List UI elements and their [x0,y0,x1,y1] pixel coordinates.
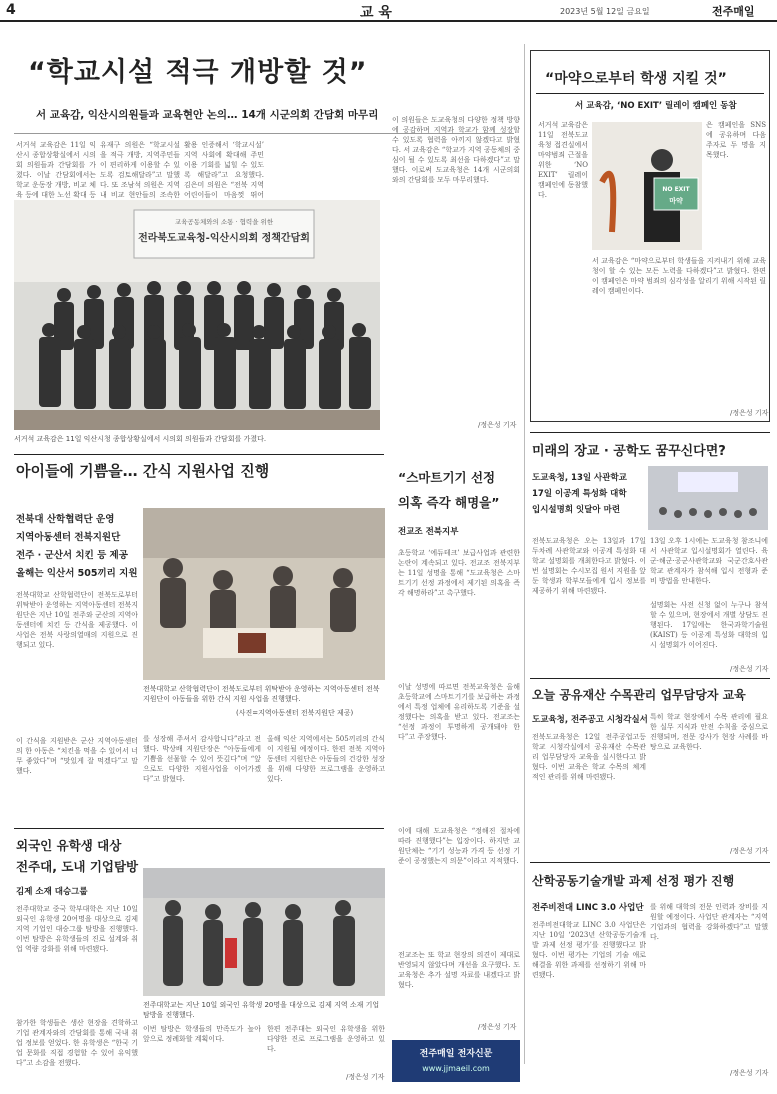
divider [530,862,770,863]
linc-body-2: 를 위해 대학의 전문 인력과 장비를 지원할 예정이다. 사업단 관계자는 “지역 기업과의 협력을 강화하겠다”고 말했다. [650,903,768,941]
smart-headline-2: 의혹 즉각 해명을” [398,495,500,510]
intl-headline-2: 전주대, 도내 기업탐방 [16,859,139,874]
drug-headline: “마약으로부터 학생 지킬 것” [545,71,727,87]
drug-credit: /정은성 기자 [730,409,769,417]
snack-body-4: 올해 익산 지역에서는 505끼리의 간식이 지원될 예정이다. 한편 전북 지역아동센터 지원단은 아동들의 건강한 성장을 위해 다양한 프로그램을 운영하고 있다. [267,735,385,783]
ad-url[interactable]: www.jjmaeil.com [422,1064,490,1073]
issue-date: 2023년 5월 12일 금요일 [560,7,650,16]
snack-sub-3: 전주 · 군산서 치킨 등 제공 [16,550,128,561]
snack-photo-credit: (사진=지역아동센터 전북지원단 제공) [236,709,354,717]
snack-body-2: 이 간식을 지원받은 군산 지역아동센터의 한 아동은 “치킨을 먹을 수 있어서 너무 좋았다”며 “맛있게 잘 먹겠다”고 말했다. [16,737,138,775]
divider [530,432,770,433]
public-sub: 도교육청, 전주공고 시청각실서 [532,715,648,725]
column-divider [524,44,525,1064]
main-headline: “학교시설 적극 개방할 것” [28,57,368,88]
future-sub-1: 도교육청, 13일 사관학교 [532,473,627,483]
main-credit: /정은성 기자 [478,421,517,429]
smart-body-3: 이에 대해 도교육청은 “정해진 절차에 따라 진행했다”는 입장이다. 하지만 교원단체는 “기기 성능과 가격 등 선정 기준이 공정했는지 의문”이라고 지적했다. [398,827,520,865]
intl-photo-caption: 전주대학교는 지난 10일 외국인 유학생 20명을 대상으로 김제 지역 소재 기업 탐방을 진행했다. [143,1001,380,1019]
main-subhead: 서 교육감, 익산시의원들과 교육현안 논의… 14개 시군의회 간담회 마무리 [36,109,379,121]
banner-line2: 전라북도교육청-익산시의회 정책간담회 [138,233,310,244]
linc-headline: 산학공동기술개발 과제 선정 평가 진행 [532,874,735,888]
smart-body-2: 이날 성명에 따르면 전북교육청은 올해 초등학교에 스마트기기를 보급하는 과정에서 특정 업체에 유리하도록 기준을 설정했다는 의혹을 받고 있다. 전교조는 “선정 과정이 투명하게 공개돼야 한다”고 주장했다. [398,683,520,741]
main-body-col3: 활용 인증해서 ‘학교시설’ 지역 사회에 확대해 주민 이용 기회를 넓힐 수 있도록 해달라”고 요청했다. 김은미 의원은 “전북 지역 어린이들이 마음껏 뛰어 [184,141,264,199]
future-body-3: 설명회는 사전 신청 없이 누구나 참석할 수 있으며, 현장에서 개별 상담도 진행된다. 17일에는 한국과학기술원(KAIST) 등 이공계 특성화 대학의 입시 설명회가 이어진다. [650,601,768,649]
ad-banner[interactable] [392,1040,520,1082]
drug-body-main: 서 교육감은 “마약으로부터 학생들을 지켜내기 위해 교육청이 할 수 있는 모든 노력을 다하겠다”고 밝혔다. 한편 이 캠페인은 마약 범죄의 심각성을 알리기 위해 시작된 릴레이 캠페인이다. [592,257,766,295]
ad-line1: 전주매일 전자신문 [419,1049,493,1059]
main-body-col5: 이 의원들은 도교육청의 다양한 정책 방향에 공감하며 지역과 학교가 함께 성장할 수 있도록 협력을 아끼지 않겠다고 밝혔다. 서 교육감은 “학교가 지역 공동체의 중심이 될 수 있도록 최선을 다하겠다”고 말했다. 이로써 도교육청은 14개 시군의회와의 간담회를 모두 마무리했다. [392,116,520,184]
divider [536,93,764,94]
future-body-1: 전북도교육청은 오는 13일과 17일 두차례 사관학교와 이공계 특성화 대학교 설명회를 개최한다고 밝혔다. 이번 설명회는 수시모집 원서 지원을 앞둔 학생과 학부모들에게 입시 정보를 제공하기 위해 마련됐다. [532,537,646,595]
drug-subhead: 서 교육감, ‘NO EXIT’ 릴레이 캠페인 동참 [575,101,737,111]
intl-body-1: 전주대학교 중국 학부대학은 지난 10일 외국인 유학생 20여명을 대상으로 김제 지역 기업인 대승그룹 탐방을 진행했다. 이번 탐방은 유학생들의 진로 설계와 취업 역량 강화를 위해 마련됐다. [16,905,138,953]
drug-body-col3: 은 캠페인을 SNS에 공유하며 다음 주자로 두 명을 지목했다. [706,121,766,159]
future-sub-2: 17일 이공계 특성화 대학 [532,489,627,499]
smart-body-4: 전교조는 또 학교 현장의 의견이 제대로 반영되지 않았다며 개선을 요구했다. 도교육청은 추가 설명 자료를 내겠다고 밝혔다. [398,951,520,989]
page-header [0,0,777,22]
intl-body-3: 이번 탐방은 학생들의 만족도가 높아 앞으로 정례화할 계획이다. [143,1025,261,1043]
sign-text: NO EXIT [662,186,690,193]
linc-sub: 전주비전대 LINC 3.0 사업단 [532,903,644,913]
intl-headline-1: 외국인 유학생 대상 [16,838,122,853]
intl-body-2: 참가한 학생들은 생산 현장을 견학하고 기업 관계자와의 간담회를 통해 국내 취업 정보를 얻었다. 한 유학생은 “한국 기업 문화를 직접 경험할 수 있어 유익했다”고 소감을 전했다. [16,1019,138,1067]
snack-sub-4: 올해는 익산서 505끼리 지원 [16,568,138,579]
banner-line1: 교육공동체와의 소통 · 협력을 위한 [174,218,274,226]
intl-body-4: 한편 전주대는 외국인 유학생을 위한 다양한 진로 프로그램을 운영하고 있다. [267,1025,385,1053]
smart-credit: /정은성 기자 [478,1023,517,1031]
future-headline: 미래의 장교 · 공학도 꿈꾸신다면? [532,444,726,459]
snack-sub-2: 지역아동센터 전북지원단 [16,532,121,543]
snack-sub-1: 전북대 산학협력단 운영 [16,514,115,525]
public-credit: /정은성 기자 [730,847,769,855]
linc-credit: /정은성 기자 [730,1069,769,1077]
campaign-photo [592,122,702,250]
main-body-col2: 유재구 의원은 “학교시설을 적극 개방, 지역주민들이 편리하게 이용할 수 있도록 검토해달라”고 말했다. 또 조남석 의원은 지역 내 비교 현안들의 조속한 [100,141,180,199]
public-headline: 오늘 공유재산 수목관리 업무담당자 교육 [532,688,746,702]
seminar-photo [648,466,768,530]
future-sub-3: 입시설명회 잇달아 마련 [532,505,621,515]
section-title: 교 육 [360,5,392,21]
snack-headline: 아이들에 기쁨을… 간식 지원사업 진행 [16,462,270,480]
smart-sub: 전교조 전북지부 [398,527,459,537]
snack-photo-caption: 전북대학교 산학협력단이 전북도로부터 위탁받아 운영하는 지역아동센터 전북지원단이 아동들을 위한 간식 지원 사업을 진행했다. [143,685,380,703]
divider [14,454,384,455]
public-body-1: 전북도교육청은 12일 전주공업고등학교 시청각실에서 공유재산 수목관리 업무담당자 교육을 실시한다고 밝혔다. 이번 교육은 학교 수목의 체계적인 관리를 위해 마련됐다. [532,733,646,781]
newspaper-brand: 전주매일 [712,5,755,18]
snack-photo [143,508,385,680]
smart-body-1: 초등학교 ‘에듀테크’ 보급사업과 관련한 논란이 계속되고 있다. 전교조 전북지부는 11일 성명을 통해 “도교육청은 스마트기기 선정 과정에서 제기된 의혹을 즉각 해명하라”고 촉구했다. [398,549,520,597]
group-photo [14,200,380,430]
future-credit: /정은성 기자 [730,665,769,673]
drug-body-col1: 서거석 교육감은 11일 전북도교육청 접견실에서 마약범죄 근절을 위한 ‘NO EXIT’ 릴레이 캠페인에 동참했다. [538,121,588,199]
divider [14,828,384,829]
divider [530,678,770,679]
snack-body-1: 전북대학교 산학협력단이 전북도로부터 위탁받아 운영하는 지역아동센터 전북지원단은 지난 10일 전주와 군산의 지역아동센터에 치킨 등 간식을 제공했다. 이 사업은 전북 사랑의열매의 지원으로 진행되고 있다. [16,591,138,649]
main-photo-caption: 서거석 교육감은 11일 익산시청 종합상황실에서 시의회 의원들과 간담회를 가졌다. [14,435,267,443]
main-body-col1: 서거석 교육감은 11일 익산시 종합상황실에서 시의회 의원들과 간담회를 가졌다. 이날 간담회에서는 학교 운동장 개방, 비교 체육 등에 대한 노선 확대 등 [16,141,96,199]
snack-body-3: 를 성장해 주셔서 감사합니다”라고 전했다. 박상배 지원단장은 “아동들에게 기쁨을 선물할 수 있어 뜻깊다”며 “앞으로도 다양한 지원사업을 이어가겠다”고 밝혔다. [143,735,261,783]
intl-credit: /정은성 기자 [346,1073,385,1081]
linc-body-1: 전주비전대학교 LINC 3.0 사업단은 지난 10일 ‘2023년 산학공동기술개발 과제 선정 평가’를 진행했다고 밝혔다. 이번 평가는 기업의 기술 애로 해결을 위한 과제를 선정하기 위해 마련됐다. [532,921,646,979]
intl-sub: 김제 소재 대승그룹 [16,887,88,897]
smart-headline-1: “스마트기기 선정 [398,470,496,485]
public-body-2: 특히 학교 현장에서 수목 관리에 필요한 실무 지식과 안전 수칙을 중심으로 진행되며, 전문 강사가 현장 사례를 바탕으로 교육한다. [650,713,768,751]
page-number: 4 [6,2,16,18]
intl-photo [143,868,385,996]
future-body-2: 13일 오후 1시에는 도교육청 참조니에서 사관학교 입시설명회가 열린다. 육군·해군·공군사관학교와 국군간호사관학교 관계자가 참석해 입시 전형과 준비 방법을 안내한다. [650,537,768,585]
sign-text-2: 마약 [669,197,683,205]
